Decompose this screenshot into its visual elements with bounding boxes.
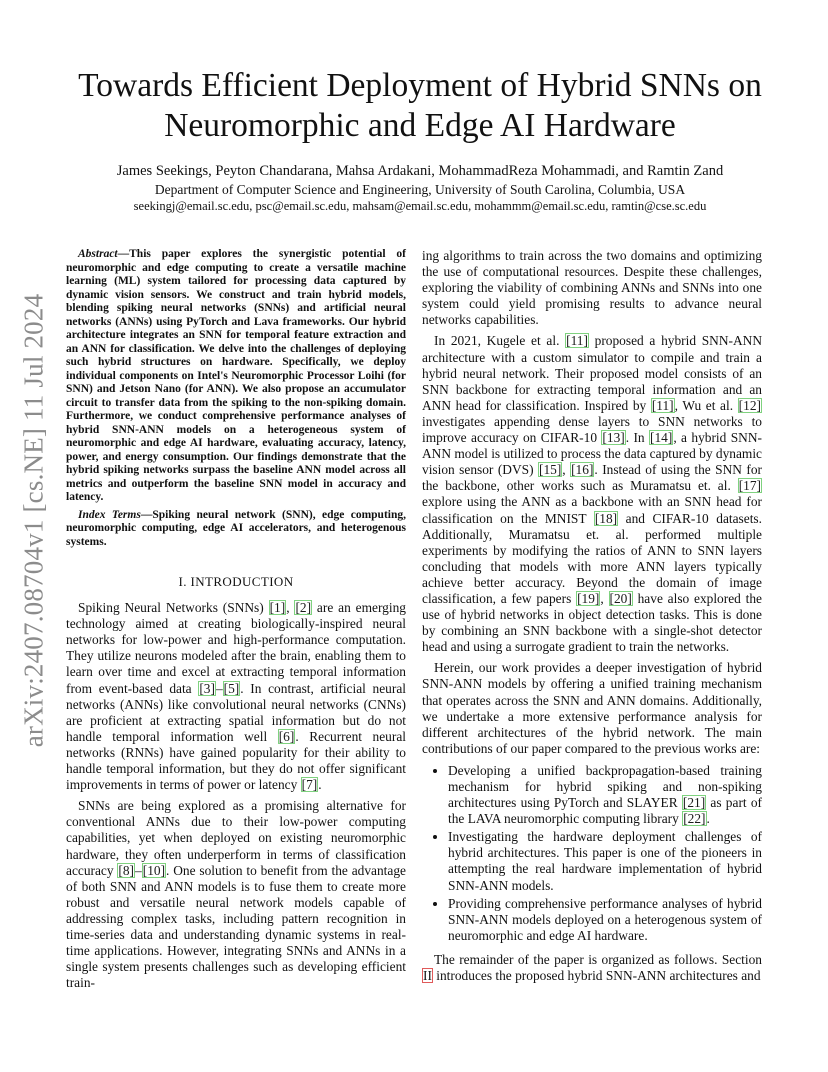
- left-column: [66, 248, 406, 996]
- citation-link[interactable]: [16]: [571, 462, 594, 478]
- title-line-1: Towards Efficient Deployment of Hybrid SNNs on: [78, 67, 762, 104]
- index-terms: [66, 509, 406, 550]
- citation-link[interactable]: [1]: [269, 600, 286, 616]
- citation-link[interactable]: [11]: [651, 397, 674, 413]
- citation-link[interactable]: [11]: [566, 333, 588, 349]
- abstract: [66, 248, 406, 505]
- citation-link[interactable]: [13]: [602, 430, 625, 446]
- right-column: [422, 248, 762, 989]
- section-heading-introduction: I. INTRODUCTION: [178, 574, 294, 589]
- list-item: • Developing a unified backpropagation-based training mechanism for hybrid spiking and non-spiking architectures using PyTorch and SLAYER [21] as part of the LAVA neuromorphic computing library [22].: [448, 763, 762, 827]
- citation-link[interactable]: [7]: [301, 777, 318, 793]
- contributions-list: [422, 763, 762, 944]
- intro-paragraph-4: Herein, our work provides a deeper investigation of hybrid SNN-ANN models by offering a unified training mechanism that operates across the SNN and ANN domains. Additionally, we undertake a more extensive performance analysis for different architectures of the hybrid network. The main contributions of our paper compared to the previous works are:: [422, 660, 762, 756]
- intro-paragraph-2-continued: ing algorithms to train across the two domains and optimizing the use of computational resources. Despite these challenges, exploring the viability of combining ANNs and SNNs into one system could yield promising results to advance neural networks capabilities.: [422, 248, 762, 328]
- abstract-label: Abstract: [78, 248, 118, 260]
- citation-link[interactable]: [14]: [650, 430, 673, 446]
- section-reference-link[interactable]: II: [423, 968, 432, 984]
- intro-paragraph-5: The remainder of the paper is organized as follows. Section II introduces the proposed hybrid SNN-ANN architectures and: [423, 951, 762, 984]
- intro-paragraph-1: Spiking Neural Networks (SNNs) [1], [2] are an emerging technology aimed at creating biologically-inspired neural networks for low-power and high-performance computation. They utilize neurons modeled after the brain, enabling them to learn over time and excel at extracting temporal information from event-based data [3]–[5]. In contrast, artificial neural networks (ANNs) like convolutional neural networks (CNNs) are proficient at extracting spatial information but do not handle temporal information well [6]. Recurrent neural networks (RNNs) have gained popularity for their ability to handle temporal information, but they do not offer significant improvements in terms of power or latency [7].: [66, 600, 407, 793]
- abstract-text: —This paper explores the synergistic potential of neuromorphic and edge computing to create a versatile machine learning (ML) system tailored for processing data captured by dynamic vision sensors. We construct and train hybrid models, blending spiking neural networks (SNNs) and artificial neural networks (ANNs) using PyTorch and Lava frameworks. Our hybrid architecture integrates an SNN for temporal feature extraction and an ANN for classification. We delve into the challenges of deploying such hybrid structures on hardware. Specifically, we deploy individual components on Intel's Neuromorphic Processor Loihi (for SNN) and Jetson Nano (for ANN). We also propose an accumulator circuit to transfer data from the spiking to the non-spiking domain. Furthermore, we conduct comprehensive performance analyses of hybrid SNN-ANN models on a heterogeneous system of neuromorphic and edge AI hardware, evaluating accuracy, latency, power, and energy consumption. Our findings demonstrate that the hybrid spiking networks surpass the baseline ANN model across all metrics and outperform the baseline SNN model in accuracy and latency.: [66, 248, 406, 503]
- author-emails: seekingj@email.sc.edu, psc@email.sc.edu, mahsam@email.sc.edu, mohammm@email.sc.edu, ramtin@cse.sc.edu: [133, 199, 707, 213]
- citation-link[interactable]: [15]: [538, 462, 562, 478]
- paper-title: [70, 66, 770, 146]
- citation-link[interactable]: [2]: [295, 600, 312, 616]
- citation-link[interactable]: [21]: [682, 795, 706, 811]
- citation-link[interactable]: [19]: [577, 590, 600, 606]
- title-line-2: Neuromorphic and Edge AI Hardware: [164, 107, 676, 144]
- index-terms-label: Index Terms: [78, 508, 141, 521]
- citation-link[interactable]: [8]: [118, 862, 135, 878]
- list-item: • Providing comprehensive performance analyses of hybrid SNN-ANN models deployed on a heterogenous system of neuromorphic and edge AI hardware.: [448, 896, 762, 944]
- citation-link[interactable]: [6]: [278, 728, 295, 744]
- citation-link[interactable]: [17]: [738, 478, 761, 494]
- index-terms-text: —Spiking neural network (SNN), edge computing, neuromorphic computing, edge AI accelerators, and heterogenous systems.: [66, 508, 407, 548]
- affiliation: Department of Computer Science and Engineering, University of South Carolina, Columbia, USA: [154, 182, 686, 197]
- citation-link[interactable]: [20]: [609, 590, 632, 606]
- citation-link[interactable]: [18]: [594, 510, 618, 526]
- list-item: • Investigating the hardware deployment challenges of hybrid architectures. This paper is one of the pioneers in attempting the real hardware implementation of hybrid SNN-ANN models.: [448, 829, 762, 893]
- citation-link[interactable]: [3]: [199, 680, 215, 696]
- citation-link[interactable]: [5]: [223, 680, 240, 696]
- arxiv-identifier-stamp: [12, 290, 56, 750]
- intro-paragraph-2: SNNs are being explored as a promising alternative for conventional ANNs due to their low-power computing capabilities, yet when deployed on existing neuromorphic hardware, they often underperform in terms of classification accuracy [8]–[10]. One solution to benefit from the advantage of both SNN and ANN models is to fuse them to create more robust and versatile neural network models capable of addressing complex tasks, including pattern recognition in time-series data and understanding dynamic systems in real-time applications. However, integrating SNNs and ANNs in a single system presents challenges such as developing efficient train-: [66, 798, 406, 991]
- citation-link[interactable]: [22]: [683, 811, 706, 827]
- author-list: James Seekings, Peyton Chandarana, Mahsa Ardakani, MohammadReza Mohammadi, and Ramtin Zand: [116, 163, 724, 179]
- intro-paragraph-3: In 2021, Kugele et al. [11] proposed a hybrid SNN-ANN architecture with a custom simulator to compile and train a hybrid neural network. Their proposed model consists of an SNN backbone for extracting temporal information and an ANN head for classification. Inspired by [11], Wu et al. [12] investigates appending dense layers to SNN networks to improve accuracy on CIFAR-10 [13]. In [14], a hybrid SNN-ANN model is utilized to process the data captured by dynamic vision sensor (DVS) [15], [16]. Instead of using the SNN for the backbone, other works such as Muramatsu et. al. [17] explore using the ANN as a backbone with an SNN head for classification on the MNIST [18] and CIFAR-10 datasets. Additionally, Muramatsu et. al. performed multiple experiments by modifying the ratios of ANN to SNN layers concluding that models with more ANN layers typically achieve better accuracy. Beyond the domain of image classification, a few papers [19], [20] have also explored the use of hybrid networks in object detection tasks. This is done by combining an SNN backbone with a single-shot detector head and using a surrogate gradient to train the networks.: [422, 333, 762, 655]
- citation-link[interactable]: [10]: [142, 862, 166, 878]
- citation-link[interactable]: [12]: [738, 397, 761, 413]
- arxiv-id-text: arXiv:2407.08704v1 [cs.NE] 11 Jul 2024: [18, 293, 49, 747]
